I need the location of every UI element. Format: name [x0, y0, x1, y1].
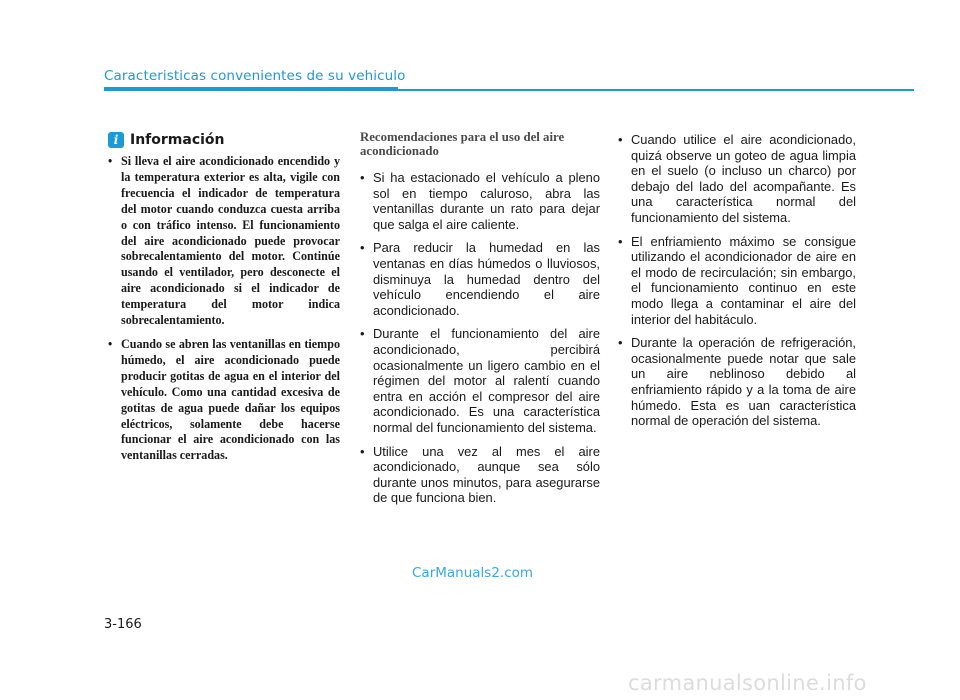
- page-number: 3-166: [104, 617, 142, 632]
- recommendations-list-continued: [618, 132, 856, 429]
- info-list: [108, 154, 340, 464]
- info-item: • Si lleva el aire acondicionado encendido y la temperatura exterior es alta, vigile con frecuencia el indicador de temperatura del motor cuando conduzca cuesta arriba o con tráfico intenso. El funcionamiento del aire acondicionado puede provocar sobrecalentamiento del motor. Continúe usando el ventilador, pero desconecte el aire acondicionado si el indicador de temperatura del motor indica sobrecalentamiento.: [108, 154, 340, 329]
- header-rule-thick: [104, 87, 398, 91]
- footer-watermark: carmanualsonline.info: [628, 671, 867, 695]
- recommendation-item: • Para reducir la humedad en las ventanas en días húmedos o lluviosos, disminuya la humedad dentro del vehículo encendiendo el aire acondicionado.: [360, 240, 600, 318]
- info-heading: [108, 132, 340, 148]
- recommendations-continued-column: [618, 132, 856, 437]
- info-column: [108, 132, 340, 472]
- recommendation-item: • Si ha estacionado el vehículo a pleno sol en tiempo caluroso, abra las ventanillas durante un rato para dejar que salga el aire caliente.: [360, 170, 600, 232]
- recommendations-list: [360, 170, 600, 506]
- recommendation-item: • Utilice una vez al mes el aire acondicionado, aunque sea sólo durante unos minutos, para asegurarse de que funciona bien.: [360, 444, 600, 506]
- recommendation-item: • Cuando utilice el aire acondicionado, quizá observe un goteo de agua limpia en el suelo (o incluso un charco) por debajo del lado del acompañante. Es una característica normal del funcionamiento del sistema.: [618, 132, 856, 226]
- info-icon: i: [108, 132, 124, 148]
- info-title: Información: [130, 132, 225, 148]
- watermark-link[interactable]: CarManuals2.com: [412, 565, 534, 581]
- header-rule-thin: [398, 89, 914, 91]
- recommendation-item: • Durante la operación de refrigeración, ocasionalmente puede notar que sale un aire neblinoso debido al enfriamiento rápido y a la toma de aire húmedo. Esta es uan característica normal de operación del sistema.: [618, 335, 856, 429]
- recommendation-item: • Durante el funcionamiento del aire acondicionado, percibirá ocasionalmente un ligero cambio en el régimen del motor al ralentí cuando entra en acción el compresor del aire acondicionado. Es una característica normal del funcionamiento del sistema.: [360, 326, 600, 435]
- recommendation-item: • El enfriamiento máximo se consigue utilizando el acondicionador de aire en el modo de recirculación; sin embargo, el funcionamiento continuo en este modo llega a contaminar el aire del interior del habitáculo.: [618, 234, 856, 328]
- recommendations-column: [360, 132, 600, 514]
- info-item: • Cuando se abren las ventanillas en tiempo húmedo, el aire acondicionado puede producir gotitas de agua en el interior del vehículo. Como una cantidad excesiva de gotitas de agua puede dañar los equipos eléctricos, solamente debe hacerse funcionar el aire acondicionado con las ventanillas cerradas.: [108, 337, 340, 464]
- recommendations-title: Recomendaciones para el uso del aire acondicionado: [360, 130, 565, 158]
- section-header-title: Caracteristicas convenientes de su vehiculo: [104, 68, 406, 84]
